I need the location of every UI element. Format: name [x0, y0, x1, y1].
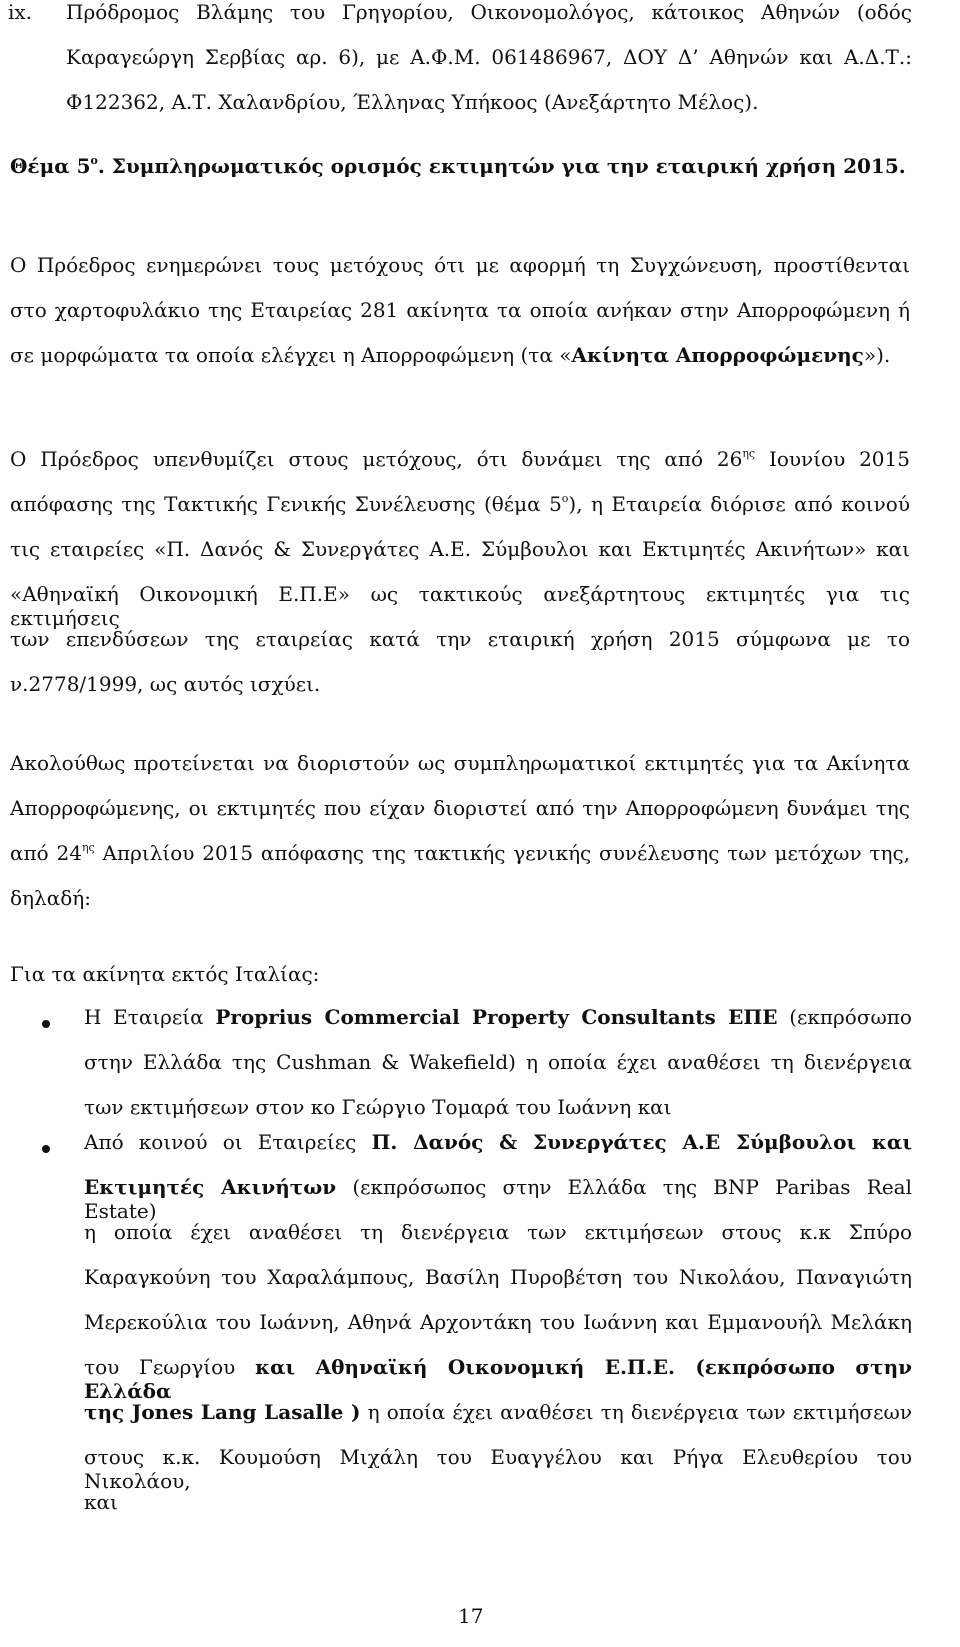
paragraph-3-line-3: [10, 841, 910, 865]
paragraph-2-line-1-text: Ο Πρόεδρος υπενθυμίζει στους μετόχους, ότι δυνάμει της από 26: [10, 447, 743, 471]
bullet-2-line-4: Καραγκούνη του Χαραλάμπους, Βασίλη Πυροβέτση του Νικολάου, Παναγιώτη: [84, 1265, 912, 1289]
bullet-2-line-9: και: [84, 1490, 118, 1514]
bullet-2-line-5: Μερεκούλια του Ιωάννη, Αθηνά Αρχοντάκη του Ιωάννη και Εμμανουήλ Μελάκη: [84, 1310, 912, 1334]
bullet-2-line-6: [84, 1355, 912, 1403]
bullet-dot: [42, 1020, 50, 1028]
paragraph-3-line-1: Ακολούθως προτείνεται να διοριστούν ως συμπληρωματικοί εκτιμητές για τα Ακίνητα: [10, 751, 910, 775]
bullet-dot: [42, 1145, 50, 1153]
paragraph-1-line-3-text: σε μορφώματα τα οποία ελέγχει η Απορροφώμενη (τα «: [10, 343, 572, 367]
paragraph-3-line-3-end: Απριλίου 2015 απόφασης της τακτικής γενικής συνέλευσης των μετόχων της,: [94, 841, 911, 865]
bullet-1-line-1-end: (εκπρόσωπο: [777, 1005, 912, 1029]
paragraph-2-line-6: ν.2778/1999, ως αυτός ισχύει.: [10, 672, 321, 696]
bullet-2-line-8: στους κ.κ. Κουμούση Μιχάλη του Ευαγγέλου και Ρήγα Ελευθερίου του Νικολάου,: [84, 1445, 912, 1493]
paragraph-1-line-1: Ο Πρόεδρος ενημερώνει τους μετόχους ότι με αφορμή τη Συγχώνευση, προστίθενται: [10, 253, 910, 277]
bullet-1-line-1: [84, 1005, 912, 1029]
paragraph-1-line-3-end: »).: [863, 343, 891, 367]
paragraph-3-line-2: Απορροφώμενης, οι εκτιμητές που είχαν διοριστεί από την Απορροφώμενη δυνάμει της: [10, 796, 910, 820]
paragraph-2-line-1-end: Ιουνίου 2015: [755, 447, 910, 471]
paragraph-2-line-5: των επενδύσεων της εταιρείας κατά την εταιρική χρήση 2015 σύμφωνα με το: [10, 627, 910, 651]
paragraph-2-line-2-end: ), η Εταιρεία διόρισε από κοινού: [568, 492, 910, 516]
bullet-2-line-2-text: (εκπρόσωπος στην Ελλάδα της BNP Paribas Real Estate): [84, 1175, 912, 1223]
paragraph-2-line-2: [10, 492, 910, 516]
bullet-2-line-1: [84, 1130, 912, 1154]
topic-heading-superscript: ο: [90, 154, 98, 167]
bullet-1-line-1-text: Η Εταιρεία: [84, 1005, 216, 1029]
paragraph-1-line-3: [10, 343, 890, 367]
company-danos: Π. Δανός & Συνεργάτες Α.Ε Σύμβουλοι και: [371, 1130, 912, 1154]
paragraph-3-line-4: δηλαδή:: [10, 886, 91, 910]
paragraph-2-line-2-text: απόφασης της Τακτικής Γενικής Συνέλευσης (θέμα 5: [10, 492, 562, 516]
paragraph-2-line-1: [10, 447, 910, 471]
bullet-2-line-7: [84, 1400, 912, 1424]
company-danos-continued: Εκτιμητές Ακινήτων: [84, 1175, 337, 1199]
topic-heading-text: . Συμπληρωματικός ορισμός εκτιμητών για την εταιρική χρήση 2015.: [97, 154, 906, 178]
company-proprius: Proprius Commercial Property Consultants ΕΠΕ: [215, 1005, 778, 1029]
page-number: 17: [458, 1604, 484, 1628]
company-athenaiki: και Αθηναϊκή Οικονομική Ε.Π.Ε. (εκπρόσωπο στην Ελλάδα: [84, 1355, 912, 1403]
paragraph-2-line-4: «Αθηναϊκή Οικονομική Ε.Π.Ε» ως τακτικούς ανεξάρτητους εκτιμητές για τις εκτιμήσεις: [10, 582, 910, 630]
item-ix-line-3: Φ122362, Α.Τ. Χαλανδρίου, Έλληνας Υπήκοος (Ανεξάρτητο Μέλος).: [66, 90, 759, 114]
item-ix-line-2: Καραγεώργη Σερβίας αρ. 6), με Α.Φ.Μ. 061486967, ΔΟΥ Δ’ Αθηνών και Α.Δ.Τ.:: [66, 45, 912, 69]
superscript: ο: [561, 492, 569, 505]
paragraph-2-line-3: τις εταιρείες «Π. Δανός & Συνεργάτες Α.Ε. Σύμβουλοι και Εκτιμητές Ακινήτων» και: [10, 537, 910, 561]
item-marker: ix.: [8, 0, 33, 24]
bullet-2-line-3: η οποία έχει αναθέσει τη διενέργεια των εκτιμήσεων στους κ.κ Σπύρο: [84, 1220, 912, 1244]
bullet-1-line-2: στην Ελλάδα της Cushman & Wakefield) η οποία έχει αναθέσει τη διενέργεια: [84, 1050, 912, 1074]
bullet-1-line-3: των εκτιμήσεων στον κο Γεώργιο Τομαρά του Ιωάννη και: [84, 1095, 672, 1119]
topic-heading-prefix: Θέμα 5: [10, 154, 91, 178]
bullet-2-line-6-text: του Γεωργίου: [84, 1355, 256, 1379]
bullet-2-line-1-text: Από κοινού οι Εταιρείες: [84, 1130, 372, 1154]
topic-heading: [10, 154, 906, 178]
company-athenaiki-continued: της Jones Lang Lasalle ): [84, 1400, 361, 1424]
bullet-2-line-7-text: η οποία έχει αναθέσει τη διενέργεια των εκτιμήσεων: [360, 1400, 912, 1424]
superscript: ης: [742, 447, 756, 460]
paragraph-1-line-2: στο χαρτοφυλάκιο της Εταιρείας 281 ακίνητα τα οποία ανήκαν στην Απορροφώμενη ή: [10, 298, 910, 322]
item-ix-line-1: Πρόδρομος Βλάμης του Γρηγορίου, Οικονομολόγος, κάτοικος Αθηνών (οδός: [66, 0, 912, 24]
term-acquired-properties: Ακίνητα Απορροφώμενης: [571, 343, 864, 367]
paragraph-3-line-3-text: από 24: [10, 841, 82, 865]
outside-italy-label: Για τα ακίνητα εκτός Ιταλίας:: [10, 962, 320, 986]
bullet-2-line-2: [84, 1175, 912, 1223]
superscript: ης: [81, 841, 95, 854]
